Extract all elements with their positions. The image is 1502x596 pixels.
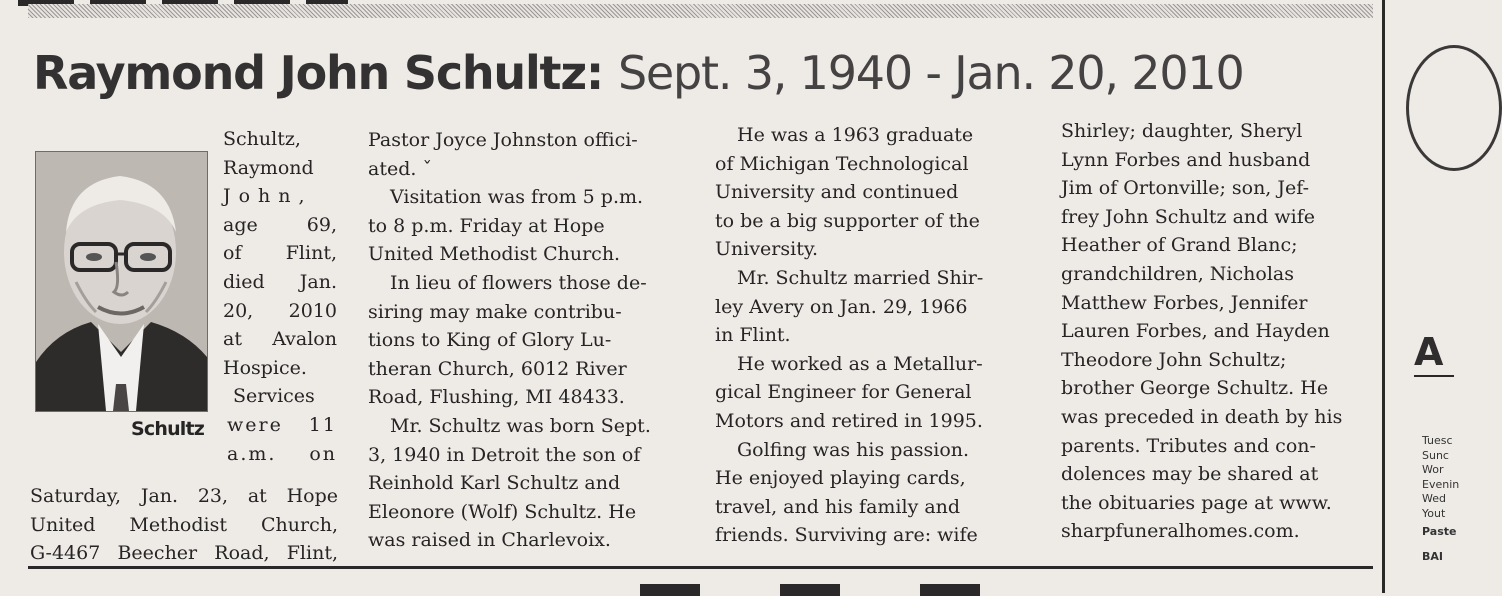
column-2: [368, 126, 688, 555]
text-line: In lieu of flowers those de-: [390, 271, 647, 294]
text-line: travel, and his family and: [715, 495, 961, 518]
text-line: theran Church, 6012 River: [368, 357, 627, 380]
text-line: was raised in Charlevoix.: [368, 529, 611, 552]
obituary-headline: [33, 44, 1244, 102]
portrait-photo: [35, 151, 208, 412]
edge-line: Wor: [1422, 463, 1444, 476]
text-line: gical Engineer for General: [715, 381, 972, 404]
edge-line: Sunc: [1422, 448, 1449, 462]
text-line: ley Avery on Jan. 29, 1966: [715, 295, 968, 318]
text-line: Motors and retired in 1995.: [715, 409, 983, 432]
edge-line: Evenin: [1422, 477, 1460, 491]
text-line: Matthew Forbes, Jennifer: [1061, 291, 1308, 314]
circular-logo-fragment: [1406, 45, 1502, 171]
edge-line: Paste: [1422, 525, 1457, 538]
text-line: University.: [715, 238, 819, 261]
text-line: John,: [223, 185, 313, 208]
text-line: brother George Schultz. He: [1061, 377, 1329, 400]
text-line: Pastor Joyce Johnston offici-: [368, 129, 638, 151]
text-line: Mr. Schultz was born Sept.: [390, 414, 651, 437]
column-divider-rule: [1382, 0, 1385, 593]
text-line: sharpfuneralhomes.com.: [1061, 520, 1300, 543]
edge-heading-letter: A: [1414, 330, 1444, 374]
edge-line: Tuesc: [1422, 434, 1453, 447]
text-line: University and continued: [715, 181, 959, 204]
text-line: Saturday, Jan. 23, at Hope: [30, 485, 338, 507]
bottom-rule: [28, 566, 1373, 569]
text-line: Raymond: [223, 156, 314, 179]
edge-line: Wed: [1422, 492, 1446, 505]
text-line: Hospice.: [223, 356, 307, 379]
headline-name: Raymond John Schultz:: [33, 46, 604, 100]
text-line: a.m. on: [227, 442, 337, 465]
text-line: Mr. Schultz married Shir-: [737, 266, 984, 289]
text-line: at Avalon: [223, 328, 337, 351]
text-line: He worked as a Metallur-: [737, 352, 983, 375]
column-1-wide: [30, 482, 338, 568]
text-line: United Methodist Church.: [368, 243, 621, 266]
hatched-rule: [28, 4, 1373, 18]
text-line: friends. Surviving are: wife: [715, 524, 978, 547]
text-line: Services: [233, 385, 315, 408]
column-3: [715, 121, 1035, 550]
text-line: He was a 1963 graduate: [737, 124, 974, 146]
text-line: He enjoyed playing cards,: [715, 467, 966, 490]
text-line: 3, 1940 in Detroit the son of: [368, 443, 641, 466]
text-line: tions to King of Glory Lu-: [368, 329, 612, 352]
text-line: Eleonore (Wolf) Schultz. He: [368, 500, 637, 523]
column-4: [1061, 117, 1381, 546]
column-1-narrow: [223, 125, 337, 468]
text-line: were 11: [227, 413, 337, 436]
text-line: in Flint.: [715, 324, 791, 347]
text-line: died Jan.: [223, 270, 337, 293]
text-line: the obituaries page at www.: [1061, 491, 1332, 514]
text-line: was preceded in death by his: [1061, 405, 1343, 428]
text-line: age 69,: [223, 213, 337, 236]
text-line: Reinhold Karl Schultz and: [368, 472, 621, 495]
text-line: parents. Tributes and con-: [1061, 434, 1316, 457]
text-line: Visitation was from 5 p.m.: [390, 186, 644, 209]
adjacent-column-fragment: [1386, 0, 1460, 593]
text-line: to be a big supporter of the: [715, 209, 980, 232]
photo-caption: Schultz: [131, 418, 205, 440]
edge-text-list: [1422, 434, 1459, 564]
text-line: United Methodist Church,: [30, 513, 338, 536]
text-line: Golfing was his passion.: [737, 438, 970, 461]
text-line: Lynn Forbes and husband: [1061, 148, 1311, 171]
text-line: of Flint,: [223, 242, 337, 265]
text-line: Theodore John Schultz;: [1061, 348, 1287, 371]
edge-rule: [1414, 375, 1454, 377]
text-line: of Michigan Technological: [715, 152, 969, 175]
edge-line: BAI: [1422, 549, 1443, 563]
next-headline-fragment: [640, 584, 1060, 596]
text-line: 20, 2010: [223, 299, 337, 322]
edge-line: Yout: [1422, 506, 1446, 520]
text-line: Jim of Ortonville; son, Jef-: [1061, 177, 1310, 200]
text-line: G-4467 Beecher Road, Flint,: [30, 542, 338, 565]
text-line: Shirley; daughter, Sheryl: [1061, 120, 1303, 142]
text-line: Road, Flushing, MI 48433.: [368, 386, 625, 409]
text-line: Schultz,: [223, 128, 301, 150]
text-line: Heather of Grand Blanc;: [1061, 234, 1298, 257]
text-line: ated. ˇ: [368, 157, 432, 180]
text-line: siring may make contribu-: [368, 300, 622, 323]
headline-dates: Sept. 3, 1940 - Jan. 20, 2010: [617, 46, 1244, 100]
text-line: grandchildren, Nicholas: [1061, 262, 1294, 285]
text-line: dolences may be shared at: [1061, 463, 1319, 486]
text-line: to 8 p.m. Friday at Hope: [368, 214, 605, 237]
text-line: Lauren Forbes, and Hayden: [1061, 320, 1330, 343]
text-line: frey John Schultz and wife: [1061, 205, 1315, 228]
